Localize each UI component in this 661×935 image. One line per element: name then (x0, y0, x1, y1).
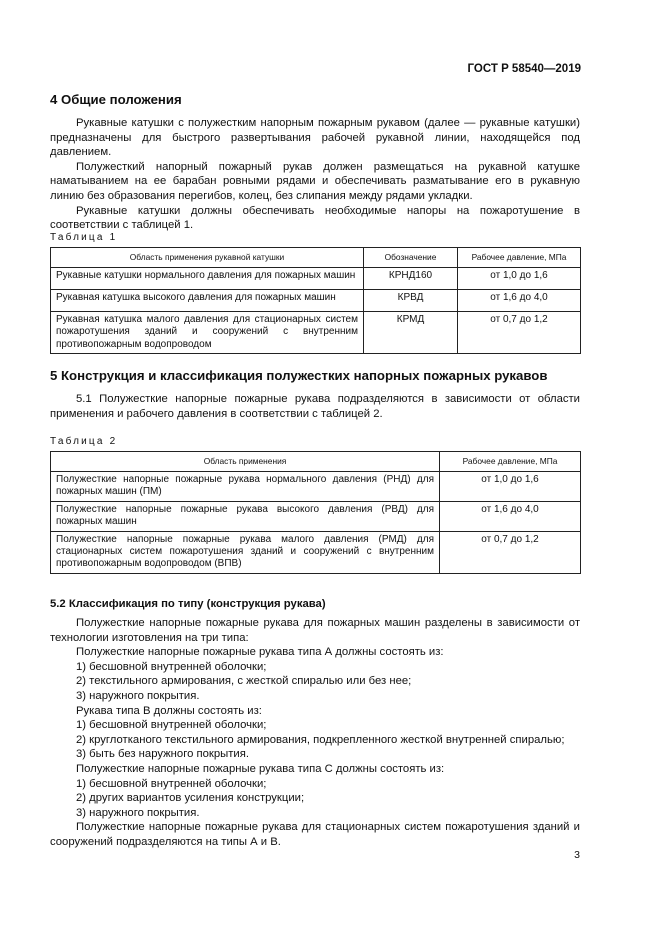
column-header: Рабочее давление, МПа (440, 452, 581, 472)
table-cell: Рукавные катушки нормального давления для пожарных машин (51, 268, 364, 290)
paragraph: 5.1 Полужесткие напорные пожарные рукава подразделяются в зависимости от области применения и рабочего давления в соответствии с таблицей 2. (50, 393, 580, 420)
table-cell: Рукавная катушка высокого давления для пожарных машин (51, 290, 364, 312)
table-cell: от 1,0 до 1,6 (458, 268, 581, 290)
column-header: Рабочее давление, МПа (458, 248, 581, 268)
paragraph: Полужесткий напорный пожарный рукав должен размещаться на рукавной катушке наматыванием на ее барабан ровными рядами и обеспечивать разматывание его в рукавную линию без образования перегибов, колец, без слипания между рядами укладки. (50, 160, 580, 202)
list-item: 3) наружного покрытия. (76, 689, 200, 702)
table-cell: КРВД (364, 290, 458, 312)
section-5-2-title: 5.2 Классификация по типу (конструкция рукава) (50, 598, 326, 610)
table-cell: от 0,7 до 1,2 (458, 312, 581, 354)
page-number: 3 (574, 849, 580, 861)
standard-designation: ГОСТ Р 58540—2019 (467, 63, 581, 75)
list-item: 1) бесшовной внутренней оболочки; (76, 719, 267, 732)
paragraph: Рукавные катушки с полужестким напорным пожарным рукавом (далее — рукавные катушки) предназначены для быстрого развертывания рабочей рукавной линии, находящейся под давлением. (50, 117, 580, 159)
section-4-title: 4 Общие положения (50, 92, 182, 107)
table-cell: КРМД (364, 312, 458, 354)
list-item: 2) круглотканого текстильного армирования, подкрепленного жесткой внутренней спиралью; (76, 733, 565, 746)
table-row (51, 312, 581, 354)
column-header: Область применения рукавной катушки (51, 248, 364, 268)
table-header-row (51, 452, 581, 472)
list-item: 2) других вариантов усиления конструкции; (76, 792, 305, 805)
table-header-row (51, 248, 581, 268)
table-cell: от 1,0 до 1,6 (440, 472, 581, 502)
table-1-caption: Таблица 1 (50, 232, 118, 243)
table-row (51, 290, 581, 312)
paragraph: Полужесткие напорные пожарные рукава типа А должны состоять из: (76, 646, 444, 659)
list-item: 3) наружного покрытия. (76, 806, 200, 819)
section-5-title: 5 Конструкция и классификация полужестких напорных пожарных рукавов (50, 368, 548, 383)
paragraph: Рукава типа В должны состоять из: (76, 704, 262, 717)
table-2-caption: Таблица 2 (50, 436, 118, 447)
table-cell: от 0,7 до 1,2 (440, 531, 581, 573)
table-cell: Полужесткие напорные пожарные рукава нормального давления (РНД) для пожарных машин (ПМ) (51, 472, 440, 502)
table-2 (50, 451, 581, 574)
table-cell: от 1,6 до 4,0 (458, 290, 581, 312)
paragraph: Рукавные катушки должны обеспечивать необходимые напоры на пожаротушение в соответствии с таблицей 1. (50, 204, 580, 232)
table-row (51, 268, 581, 290)
section-5-2-body (50, 616, 580, 850)
table-cell: КРНД160 (364, 268, 458, 290)
list-item: 2) текстильного армирования, с жесткой спиралью или без нее; (76, 675, 412, 688)
table-row (51, 472, 581, 502)
table-row (51, 531, 581, 573)
table-cell: Полужесткие напорные пожарные рукава высокого давления (РВД) для пожарных машин (51, 501, 440, 531)
table-cell: от 1,6 до 4,0 (440, 501, 581, 531)
section-4-body (50, 116, 580, 233)
list-item: 1) бесшовной внутренней оболочки; (76, 777, 267, 790)
section-5-body (50, 392, 580, 421)
paragraph: Полужесткие напорные пожарные рукава для стационарных систем пожаротушения зданий и сооружений подразделяются на типы А и В. (50, 821, 580, 848)
column-header: Область применения (51, 452, 440, 472)
list-item: 3) быть без наружного покрытия. (76, 748, 249, 761)
paragraph: Полужесткие напорные пожарные рукава для пожарных машин разделены в зависимости от технологии изготовления на три типа: (50, 617, 580, 644)
list-item: 1) бесшовной внутренней оболочки; (76, 660, 267, 673)
table-1 (50, 247, 581, 354)
paragraph: Полужесткие напорные пожарные рукава типа С должны состоять из: (76, 762, 445, 775)
table-cell: Рукавная катушка малого давления для стационарных систем пожаротушения зданий и сооружений с внутренним противопожарным водопроводом (51, 312, 364, 354)
table-cell: Полужесткие напорные пожарные рукава малого давления (РМД) для стационарных систем пожаротушения зданий и сооружений с внутренним противопожарным водопроводом (ВПВ) (51, 531, 440, 573)
column-header: Обозначение (364, 248, 458, 268)
table-row (51, 501, 581, 531)
